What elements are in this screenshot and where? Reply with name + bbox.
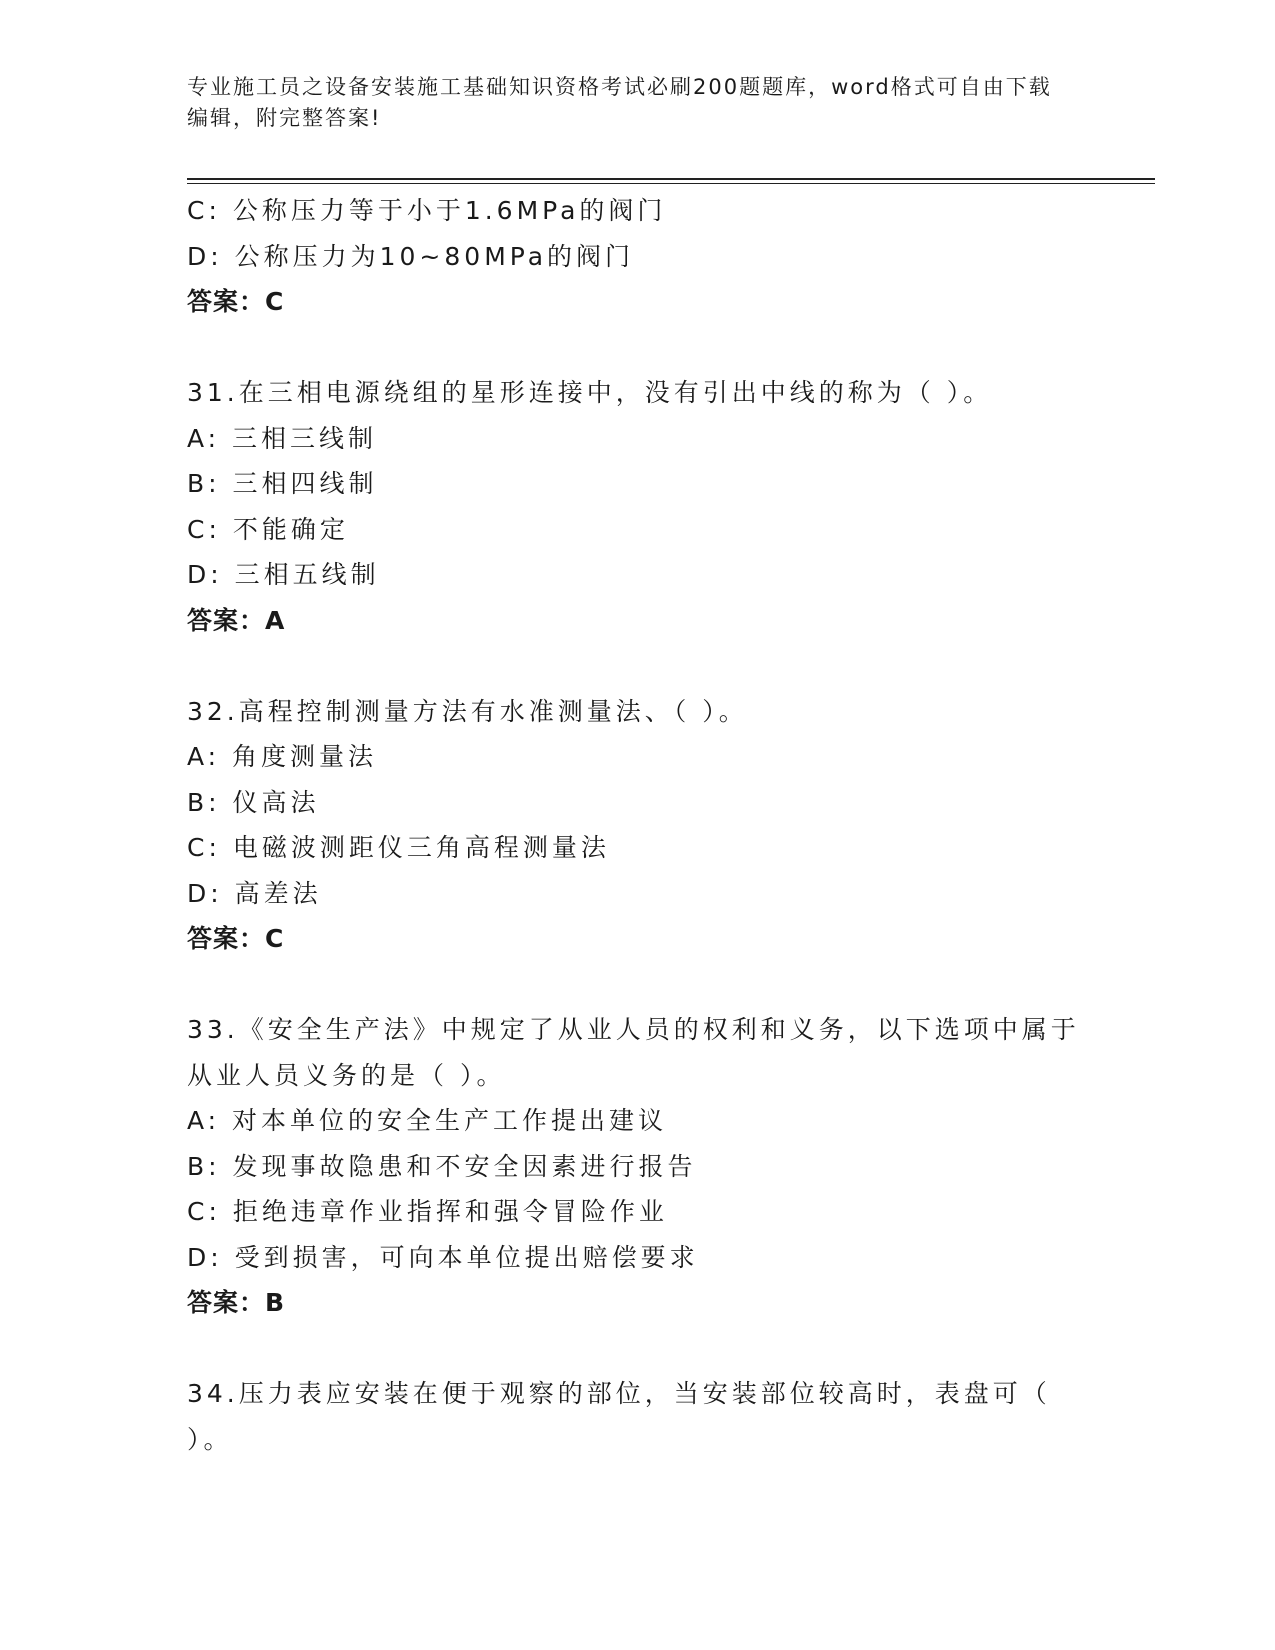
option-c: C: 拒绝违章作业指挥和强令冒险作业 <box>187 1197 668 1226</box>
page-header: 专业施工员之设备安装施工基础知识资格考试必刷200题题库，word格式可自由下载编辑，附完整答案! <box>187 75 1052 130</box>
option-a: A: 对本单位的安全生产工作提出建议 <box>187 1106 668 1135</box>
answer: 答案：C <box>187 287 285 316</box>
option-d: D: 三相五线制 <box>187 560 380 589</box>
option-d: D: 受到损害，可向本单位提出赔偿要求 <box>187 1242 699 1272</box>
option-c: C: 电磁波测距仪三角高程测量法 <box>187 833 610 862</box>
option-a: A: 三相三线制 <box>187 423 378 453</box>
option-d: D: 高差法 <box>187 878 322 908</box>
question-34 <box>187 1371 1087 1462</box>
question-32 <box>187 689 1087 962</box>
question-text: 34.压力表应安装在便于观察的部位，当安装部位较高时，表盘可（ ）。 <box>187 1379 1051 1454</box>
question-list <box>187 188 1087 1462</box>
question-text: 33.《安全生产法》中规定了从业人员的权利和义务，以下选项中属于从业人员义务的是（ ）。 <box>187 1015 1080 1090</box>
option-c: C: 公称压力等于小于1.6MPa的阀门 <box>187 196 667 225</box>
header-rule-thin <box>187 183 1155 184</box>
option-b: B: 三相四线制 <box>187 469 378 498</box>
option-d: D: 公称压力为10~80MPa的阀门 <box>187 241 635 271</box>
option-b: B: 仪高法 <box>187 787 320 817</box>
question-text: 31.在三相电源绕组的星形连接中，没有引出中线的称为（ ）。 <box>187 378 993 407</box>
answer: 答案：B <box>187 1288 286 1317</box>
option-b: B: 发现事故隐患和不安全因素进行报告 <box>187 1151 697 1181</box>
question-continued <box>187 188 1087 325</box>
answer: 答案：A <box>187 605 286 635</box>
option-a: A: 角度测量法 <box>187 742 378 771</box>
answer: 答案：C <box>187 924 285 953</box>
question-33 <box>187 1007 1087 1326</box>
header-rule-thick <box>187 178 1155 180</box>
question-31 <box>187 370 1087 643</box>
option-c: C: 不能确定 <box>187 514 349 544</box>
question-text: 32.高程控制测量方法有水准测量法、（ ）。 <box>187 696 748 726</box>
